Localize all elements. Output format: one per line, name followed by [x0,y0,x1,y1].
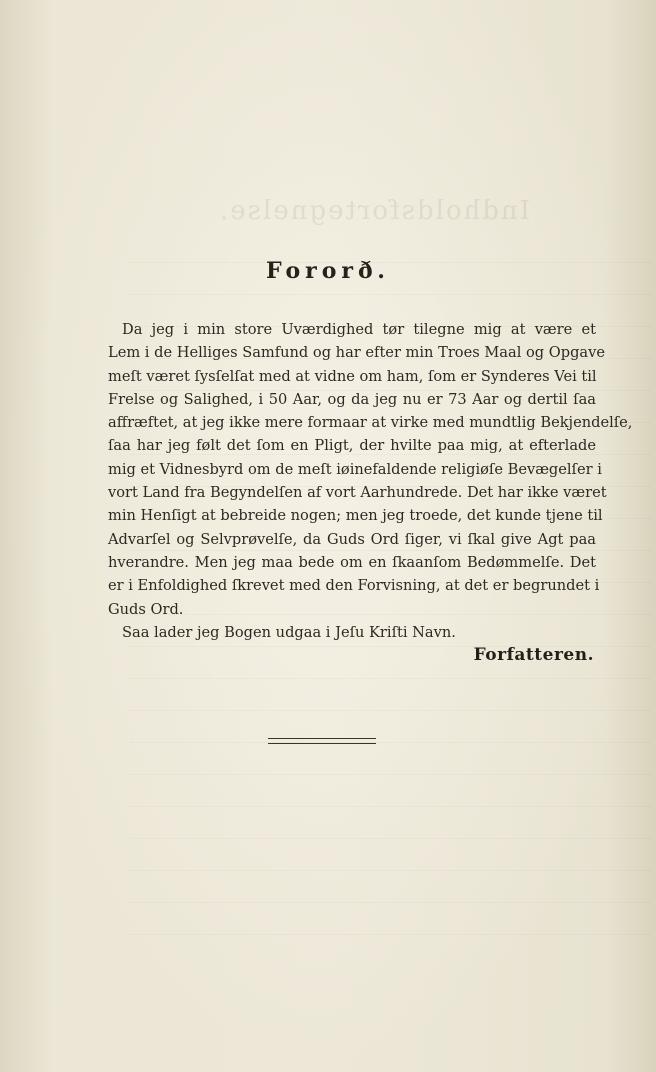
text-line: hverandre. Men jeg maa bede om en ſkaanſom Bedømmelſe. Det [108,553,596,571]
text-line: affræftet, at jeg ikke mere formaar at virke med mundtlig Bekjendelſe, [108,414,633,432]
text-line: Guds Ord. [108,600,184,618]
author-signature: Forfatteren. [473,645,594,665]
page-title: Fororð. [266,258,390,284]
text-line: Advarſel og Selvprøvelſe, da Guds Ord ſiger, vi ſkal give Agt paa [108,530,596,548]
text-line: mig et Vidnesbyrd om de meſt iøinefaldende religiøſe Bevægelſer i [108,460,602,478]
text-line: Saa lader jeg Bogen udgaa i Jeſu Kriſti Navn. [122,623,456,641]
text-line: ſaa har jeg følt det ſom en Pligt, der hvilte paa mig, at efterlade [108,437,596,455]
text-line: vort Land fra Begyndelſen af vort Aarhundrede. Det har ikke været [108,484,607,502]
text-line: meſt været ſysſelſat med at vidne om ham, ſom er Synderes Vei til [108,367,597,385]
text-line: min Henſigt at bebreide nogen; men jeg troede, det kunde tjene til [108,507,603,525]
text-line: Lem i de Helliges Samfund og har efter min Troes Maal og Opgave [108,344,606,362]
ornamental-rule [268,738,376,744]
text-line: Da jeg i min store Uværdighed tør tilegne mig at være et [122,321,596,338]
text-line: er i Enfoldighed ſkrevet med den Forvisning, at det er begrundet i [108,577,600,595]
bleed-through-heading: Indholdsfortegnelse. [218,196,530,226]
text-line: Frelse og Salighed, i 50 Aar, og da jeg nu er 73 Aar og dertil ſaa [108,390,596,408]
foreword-text [108,318,633,644]
